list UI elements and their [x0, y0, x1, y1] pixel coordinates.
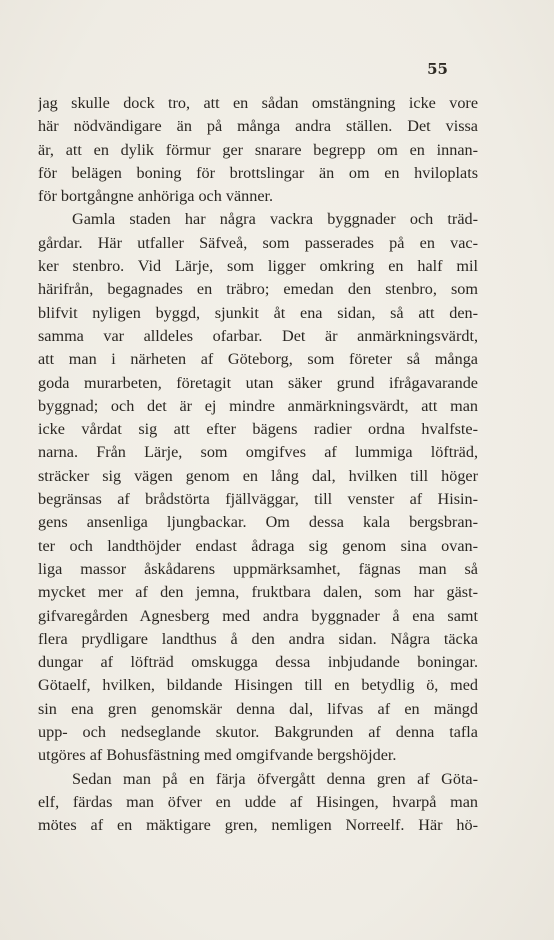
text-line: samma var alldeles ofarbar. Det är anmärkningsvärdt,	[38, 326, 478, 345]
text-line: gifvaregården Agnesberg med andra byggnader å ena samt	[38, 606, 478, 625]
text-line: sträcker sig vägen genom en lång dal, hvilken till höger	[38, 466, 478, 485]
text-line: flera prydligare landthus å den andra sidan. Några täcka	[38, 629, 478, 648]
text-line: byggnad; och det är ej mindre anmärkningsvärdt, att man	[38, 396, 478, 415]
text-line: Götaelf, hvilken, bildande Hisingen till en betydlig ö, med	[38, 676, 478, 695]
text-line: upp- och nedseglande skutor. Bakgrunden af denna tafla	[38, 723, 478, 742]
text-line: gens ansenliga ljungbackar. Om dessa kala bergsbran-	[38, 513, 478, 532]
text-line: ker stenbro. Vid Lärje, som ligger omkring en half mil	[38, 257, 478, 276]
text-line: för belägen boning för brottslingar än om en hviloplats	[38, 163, 478, 182]
text-line: jag skulle dock tro, att en sådan omstängning icke vore	[38, 94, 478, 112]
text-line: elf, färdas man öfver en udde af Hisingen, hvarpå man	[38, 792, 478, 811]
text-line: ter och landthöjder endast ådraga sig genom sina ovan-	[38, 536, 478, 555]
text-line: dungar af löfträd omskugga dessa inbjudande boningar.	[38, 653, 478, 672]
text-line: är, att en dylik förmur ger snarare begrepp om en innan-	[38, 140, 478, 159]
text-line: här nödvändigare än på många andra ställen. Det vissa	[38, 117, 478, 136]
text-line: utgöres af Bohusfästning med omgifvande bergshöjder.	[38, 746, 397, 765]
text-line: härifrån, begagnades en träbro; emedan den stenbro, som	[38, 280, 478, 299]
text-line: blifvit nyligen byggd, sjunkit åt ena sidan, så att den-	[38, 303, 478, 322]
paragraph-start-line: Gamla staden har några vackra byggnader och träd-	[72, 210, 478, 229]
text-line: sin ena gren genomskär denna dal, lifvas af en mängd	[38, 699, 478, 718]
text-line: goda murarbeten, företagit utan säker grund ifrågavarande	[38, 373, 478, 392]
body-text	[38, 92, 478, 838]
text-line: narna. Från Lärje, som omgifves af lummiga löfträd,	[38, 443, 478, 462]
page-number: 55	[427, 60, 448, 78]
text-line: begränsas af brådstörta fjällväggar, till venster af Hisin-	[38, 490, 478, 509]
text-line: gårdar. Här utfaller Säfveå, som passerades på en vac-	[38, 233, 478, 252]
paragraph-start-line: Sedan man på en färja öfvergått denna gren af Göta-	[72, 769, 478, 788]
text-line: liga massor åskådarens uppmärksamhet, fägnas man så	[38, 559, 478, 578]
text-line: mycket mer af den jemna, fruktbara dalen, som har gäst-	[38, 583, 478, 602]
text-line: icke vårdat sig att efter bägens radier ordna hvalfste-	[38, 420, 478, 439]
text-line: för bortgångne anhöriga och vänner.	[38, 187, 274, 206]
text-line: att man i närheten af Göteborg, som företer så många	[38, 350, 478, 369]
text-line: mötes af en mäktigare gren, nemligen Norreelf. Här hö-	[38, 816, 478, 835]
